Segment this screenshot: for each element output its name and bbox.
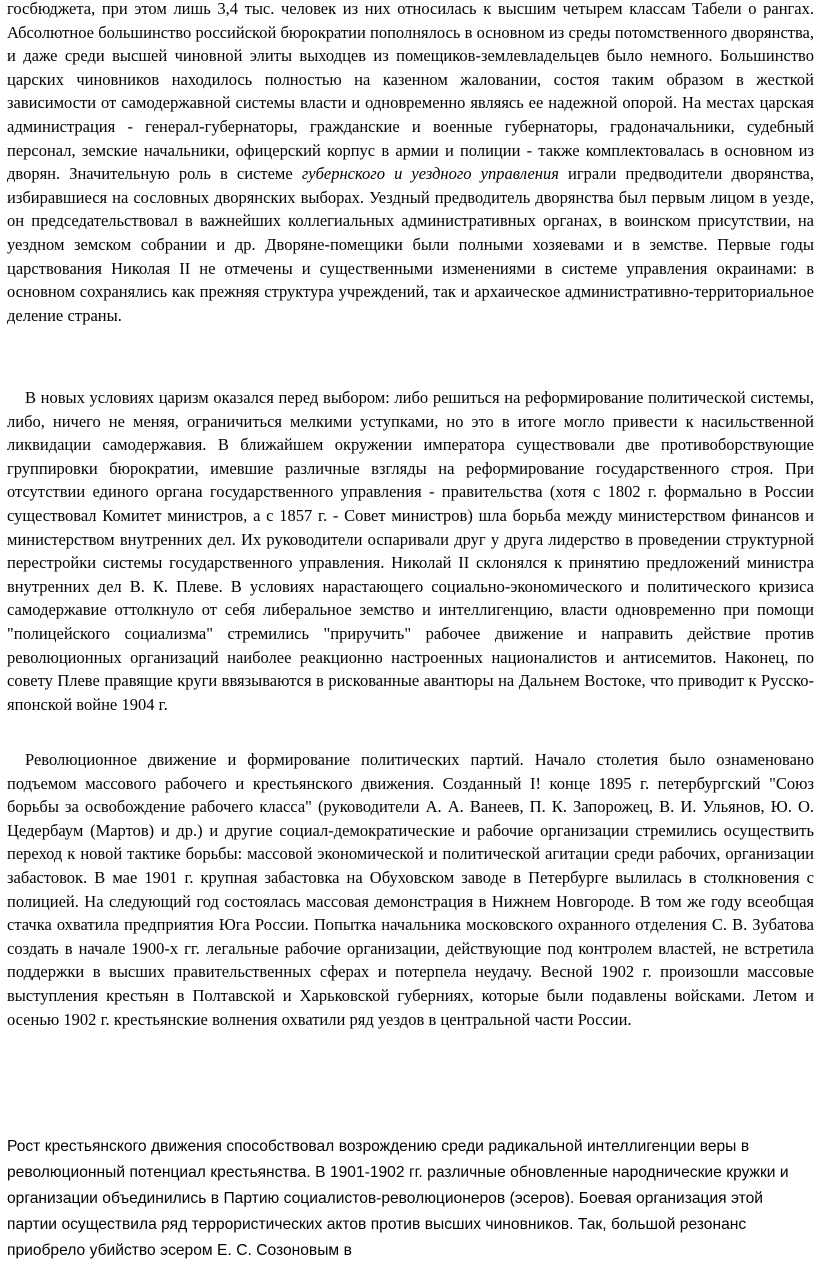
paragraph-3-text: Революционное движение и формирование политических партий. Начало столетия было ознаменовано подъемом массового рабочего и крестьянского движения. Созданный I! конце 1895 г. петербургский "Союз борьбы за освобождение рабочего класса" (руководители А. А. Ванеев, П. К. Запорожец, В. И. Ульянов, Ю. О. Цедербаум (Мартов) и др.) и другие социал-демократические и рабочие организации стремились осуществить переход к новой тактике борьбы: массовой экономической и политической агитации среди рабочих, организации забастовок. В мае 1901 г. крупная забастовка на Обуховском заводе в Петербурге вылилась в столкновения с полицией. На следующий год состоялась массовая демонстрация в Нижнем Новгороде. В том же году всеобщая стачка охватила предприятия Юга России. Попытка начальника московского охранного отделения С. В. Зубатова создать в начале 1900-х гг. легальные рабочие организации, действующие под контролем властей, не встретила поддержки в высших правительственных сферах и потерпела неудачу. Весной 1902 г. произошли массовые выступления крестьян в Полтавской и Харьковской губерниях, которые были подавлены войсками. Летом и осенью 1902 г. крестьянские волнения охватили ряд уездов в центральной части России. xyxy=(7,750,814,1029)
paragraph-4-text: Рост крестьянского движения способствовал возрождению среди радикальной интеллигенции веры в революционный потенциал крестьянства. В 1901-1902 гг. различные обновленные народнические кружки и организации объединились в Партию социалистов-революционеров (эсеров). Боевая организация этой партии осуществила ряд террористических актов против высших чиновников. Так, большой резонанс приобрело убийство эсером Е. С. Созоновым в xyxy=(7,1138,789,1259)
paragraph-revolutionary-movement xyxy=(7,748,814,1031)
paragraph-1-text-a: госбюджета, при этом лишь 3,4 тыс. человек из них относилась к высшим четырем классам Табели о рангах. Абсолютное большинство российской бюрократии пополнялось в основном из среды потомственного дворянства, и даже среди высшей чиновной элиты выходцев из помещиков-землевладельцев было немного. Большинство царских чиновников находилось полностью на казенном жаловании, состоя таким образом в жесткой зависимости от самодержавной системы власти и одновременно являясь ее надежной опорой. На местах царская администрация - генерал-губернаторы, гражданские и военные губернаторы, градоначальники, судебный персонал, земские начальники, офицерский корпус в армии и полиции - также комплектовалась в основном из дворян. Значительную роль в системе xyxy=(7,0,814,184)
paragraph-bureaucracy xyxy=(7,0,814,327)
paragraph-reform-choice xyxy=(7,386,814,716)
paragraph-1-emphasis: губернского и уездного управления xyxy=(301,164,559,184)
paragraph-peasant-movement xyxy=(7,1134,816,1264)
paragraph-1-text-b: играли предводители дворянства, избиравшиеся на сословных дворянских выборах. Уездный предводитель дворянства был первым лицом в уезде, он председательствовал в важнейших коллегиальных административных органах, в воинском присутствии, на уездном земском собрании и др. Дворяне-помещики были полными хозяевами и в земстве. Первые годы царствования Николая II не отмечены и существенными изменениями в системе управления окраинами: в основном сохранялись как прежняя структура учреждений, так и архаическое административно-территориальное деление страны. xyxy=(7,164,814,325)
paragraph-2-text: В новых условиях царизм оказался перед выбором: либо решиться на реформирование политической системы, либо, ничего не меняя, ограничиться мелкими уступками, но это в итоге могло привести к насильственной ликвидации самодержавия. В ближайшем окружении императора существовали две противоборствующие группировки бюрократии, имевшие различные взгляды на реформирование государственного строя. При отсутствии единого органа государственного управления - правительства (хотя с 1802 г. формально в России существовал Комитет министров, а с 1857 г. - Совет министров) шла борьба между министерством финансов и министерством внутренних дел. Их руководители оспаривали друг у друга лидерство в проведении структурной перестройки системы государственного управления. Николай II склонялся к принятию предложений министра внутренних дел В. К. Плеве. В условиях нарастающего социально-экономического и политического кризиса самодержавие оттолкнуло от себя либеральное земство и интеллигенцию, власти одновременно при помощи "полицейского социализма" стремились "приручить" рабочее движение и направить действие против революционных организаций наиболее реакционно настроенных националистов и антисемитов. Наконец, по совету Плеве правящие круги ввязываются в рискованные авантюры на Дальнем Востоке, что приводит к Русско-японской войне 1904 г. xyxy=(7,388,814,714)
